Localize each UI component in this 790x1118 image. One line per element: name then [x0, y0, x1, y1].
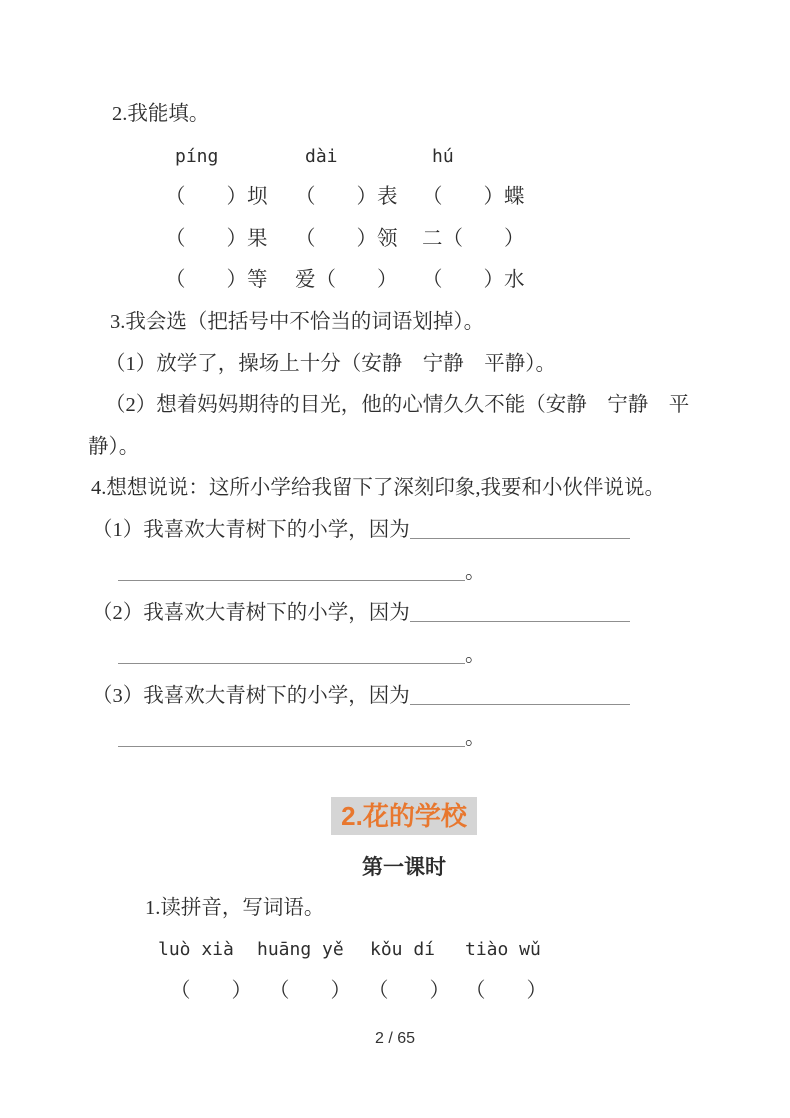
q2-fill-row-3 [88, 260, 720, 302]
q4-item-1 [88, 510, 720, 552]
q2-pinyin-row [88, 136, 720, 178]
lesson-subtitle: 第一课时 [362, 854, 446, 879]
answer-blank-line[interactable] [118, 725, 465, 747]
q4-item-2 [88, 593, 720, 635]
q1b-heading: 1.读拼音，写词语。 [145, 896, 325, 919]
q4-heading: 4.想想说说：这所小学给我留下了深刻印象,我要和小伙伴说说。 [91, 477, 665, 500]
q3-item-1: （1）放学了，操场上十分（安静 宁静 平静）。 [105, 352, 556, 375]
q2-fill-row-2 [88, 219, 720, 261]
answer-blank-line[interactable] [118, 559, 465, 581]
pinyin-hint-tiaowu: tiào wǔ [465, 939, 541, 961]
q4-item-2-continuation [88, 635, 720, 677]
answer-blank-line[interactable] [410, 517, 630, 539]
lesson-title-row [88, 796, 720, 846]
answer-slot[interactable]: （ ） [465, 979, 547, 1002]
answer-slot[interactable]: 二（ ） [422, 227, 525, 250]
q3-heading: 3.我会选（把括号中不恰当的词语划掉）。 [110, 310, 485, 333]
answer-slot[interactable]: （ ） [170, 979, 252, 1002]
q4-item-3-continuation [88, 718, 720, 760]
answer-blank-line[interactable] [410, 601, 630, 623]
period-mark: 。 [465, 726, 486, 749]
period-mark: 。 [465, 643, 486, 666]
answer-slot[interactable]: （ ）等 [165, 269, 268, 292]
pinyin-hint-luoxia: luò xià [158, 939, 234, 961]
pinyin-hint-huangye: huāng yě [257, 939, 344, 961]
q4-item-2-prompt: （2）我喜欢大青树下的小学，因为 [92, 602, 410, 625]
footer-page-number: 2 / 65 [374, 1030, 416, 1047]
answer-slot[interactable]: （ ） [368, 979, 450, 1002]
answer-slot[interactable]: （ ）蝶 [422, 186, 525, 209]
answer-blank-line[interactable] [410, 684, 630, 706]
q4-item-1-continuation [88, 552, 720, 594]
answer-slot[interactable]: 爱（ ） [295, 269, 398, 292]
q2-fill-row-1 [88, 177, 720, 219]
pinyin-hint-dai: dài [305, 145, 338, 167]
q1b-pinyin-row [88, 929, 720, 971]
answer-slot[interactable]: （ ）果 [165, 227, 268, 250]
answer-slot[interactable]: （ ）水 [422, 269, 525, 292]
answer-blank-line[interactable] [118, 642, 465, 664]
answer-slot[interactable]: （ ）坝 [165, 186, 268, 209]
q4-item-3 [88, 676, 720, 718]
answer-slot[interactable]: （ ） [269, 979, 351, 1002]
pinyin-hint-hu: hú [432, 145, 454, 167]
lesson-title: 2.花的学校 [331, 797, 477, 835]
q3-item-2-line-2: 静）。 [88, 435, 140, 458]
q1b-parens-row [88, 971, 720, 1013]
q3-item-2-line-1: （2）想着妈妈期待的目光，他的心情久久不能（安静 宁静 平 [105, 394, 690, 417]
q4-item-1-prompt: （1）我喜欢大青树下的小学，因为 [92, 518, 410, 541]
answer-slot[interactable]: （ ）表 [295, 186, 398, 209]
answer-slot[interactable]: （ ）领 [295, 227, 398, 250]
pinyin-hint-koudi: kǒu dí [370, 939, 436, 961]
q4-item-3-prompt: （3）我喜欢大青树下的小学，因为 [92, 685, 410, 708]
pinyin-hint-ping: píng [175, 145, 219, 167]
q2-heading: 2.我能填。 [112, 103, 210, 125]
period-mark: 。 [465, 560, 486, 583]
